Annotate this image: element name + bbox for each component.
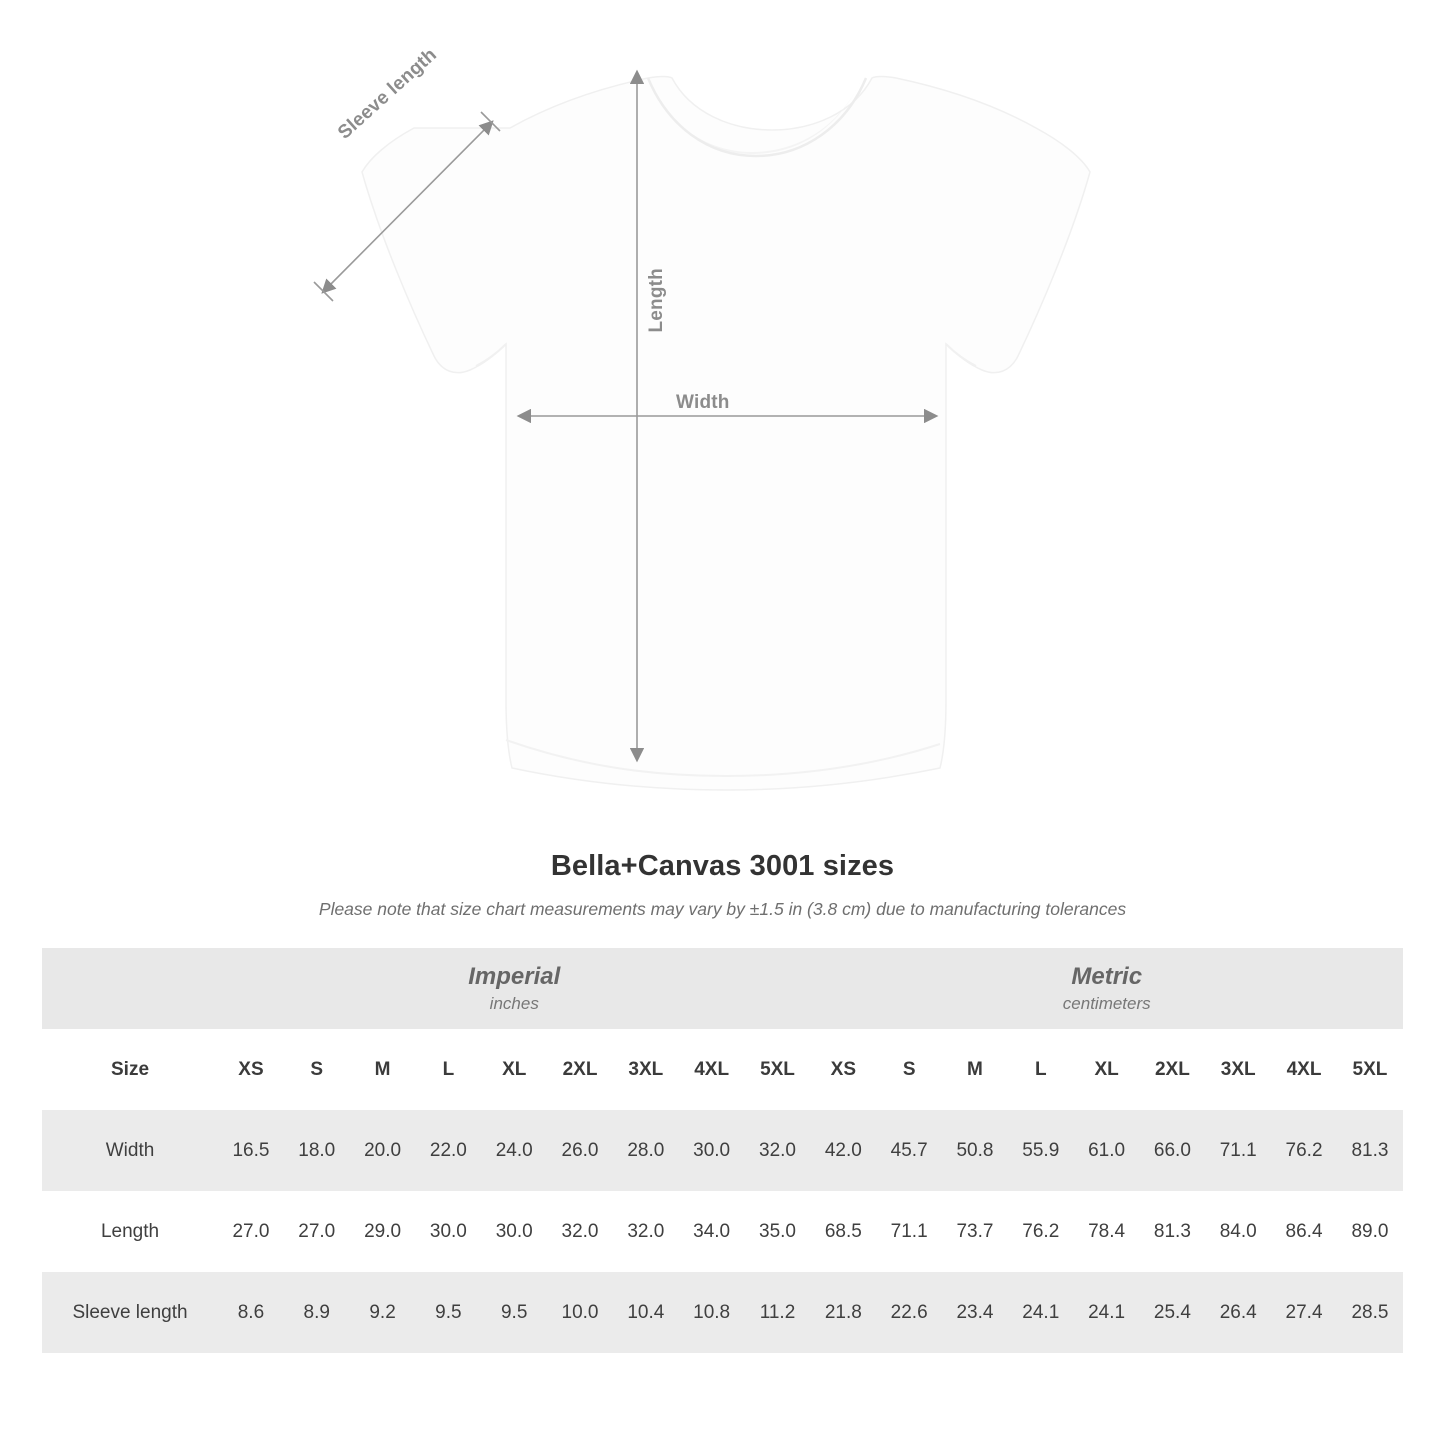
- cell-length-imperial-2xl: 32.0: [547, 1191, 613, 1272]
- cell-sleeve-metric-m: 23.4: [942, 1272, 1008, 1353]
- cell-length-imperial-xl: 30.0: [481, 1191, 547, 1272]
- cell-length-metric-l: 76.2: [1008, 1191, 1074, 1272]
- column-header-metric-4xl: 4XL: [1271, 1029, 1337, 1110]
- cell-length-imperial-3xl: 32.0: [613, 1191, 679, 1272]
- cell-width-imperial-s: 18.0: [284, 1110, 350, 1191]
- cell-width-metric-2xl: 66.0: [1140, 1110, 1206, 1191]
- cell-length-imperial-s: 27.0: [284, 1191, 350, 1272]
- column-header-imperial-4xl: 4XL: [679, 1029, 745, 1110]
- column-header-imperial-xl: XL: [481, 1029, 547, 1110]
- cell-length-imperial-xs: 27.0: [218, 1191, 284, 1272]
- cell-width-imperial-m: 20.0: [350, 1110, 416, 1191]
- cell-width-metric-5xl: 81.3: [1337, 1110, 1403, 1191]
- cell-length-metric-4xl: 86.4: [1271, 1191, 1337, 1272]
- cell-length-imperial-5xl: 35.0: [745, 1191, 811, 1272]
- column-header-size: Size: [42, 1029, 218, 1110]
- cell-width-imperial-l: 22.0: [415, 1110, 481, 1191]
- metric-unit-name: Metric: [1071, 962, 1143, 990]
- cell-sleeve-imperial-xl: 9.5: [481, 1272, 547, 1353]
- title-block: [0, 850, 1445, 920]
- cell-sleeve-imperial-xs: 8.6: [218, 1272, 284, 1353]
- column-header-metric-l: L: [1008, 1029, 1074, 1110]
- unit-header-row: [42, 948, 1403, 1029]
- metric-unit-header: [810, 948, 1403, 1029]
- row-label-width: Width: [42, 1110, 218, 1191]
- column-header-metric-2xl: 2XL: [1140, 1029, 1206, 1110]
- table-row: [42, 1110, 1403, 1191]
- cell-sleeve-metric-3xl: 26.4: [1205, 1272, 1271, 1353]
- table-row: [42, 1272, 1403, 1353]
- imperial-unit-name: Imperial: [468, 962, 561, 990]
- cell-length-metric-5xl: 89.0: [1337, 1191, 1403, 1272]
- length-dimension-label: Length: [646, 268, 667, 333]
- size-header-row: [42, 1029, 1403, 1110]
- row-label-sleeve-length: Sleeve length: [42, 1272, 218, 1353]
- cell-sleeve-metric-xs: 21.8: [810, 1272, 876, 1353]
- column-header-metric-3xl: 3XL: [1205, 1029, 1271, 1110]
- column-header-imperial-3xl: 3XL: [613, 1029, 679, 1110]
- cell-sleeve-imperial-2xl: 10.0: [547, 1272, 613, 1353]
- cell-sleeve-metric-xl: 24.1: [1074, 1272, 1140, 1353]
- cell-sleeve-imperial-m: 9.2: [350, 1272, 416, 1353]
- cell-length-metric-m: 73.7: [942, 1191, 1008, 1272]
- tolerance-note: Please note that size chart measurements may vary by ±1.5 in (3.8 cm) due to manufacturing tolerances: [318, 899, 1127, 919]
- column-header-metric-xs: XS: [810, 1029, 876, 1110]
- cell-length-metric-xl: 78.4: [1074, 1191, 1140, 1272]
- cell-length-metric-s: 71.1: [876, 1191, 942, 1272]
- cell-width-imperial-xl: 24.0: [481, 1110, 547, 1191]
- column-header-metric-xl: XL: [1074, 1029, 1140, 1110]
- cell-width-imperial-5xl: 32.0: [745, 1110, 811, 1191]
- row-label-length: Length: [42, 1191, 218, 1272]
- cell-sleeve-metric-2xl: 25.4: [1140, 1272, 1206, 1353]
- cell-length-metric-2xl: 81.3: [1140, 1191, 1206, 1272]
- table-row: [42, 1191, 1403, 1272]
- imperial-unit-sub: inches: [489, 993, 539, 1013]
- column-header-imperial-xs: XS: [218, 1029, 284, 1110]
- cell-width-metric-s: 45.7: [876, 1110, 942, 1191]
- column-header-imperial-s: S: [284, 1029, 350, 1110]
- column-header-metric-s: S: [876, 1029, 942, 1110]
- cell-length-metric-xs: 68.5: [810, 1191, 876, 1272]
- cell-sleeve-metric-5xl: 28.5: [1337, 1272, 1403, 1353]
- unit-corner-cell: [42, 948, 218, 1029]
- column-header-imperial-m: M: [350, 1029, 416, 1110]
- column-header-metric-m: M: [942, 1029, 1008, 1110]
- cell-sleeve-imperial-s: 8.9: [284, 1272, 350, 1353]
- cell-length-imperial-l: 30.0: [415, 1191, 481, 1272]
- size-chart-table: [42, 948, 1403, 1353]
- cell-width-metric-3xl: 71.1: [1205, 1110, 1271, 1191]
- cell-width-imperial-xs: 16.5: [218, 1110, 284, 1191]
- cell-sleeve-metric-s: 22.6: [876, 1272, 942, 1353]
- width-dimension-label: Width: [676, 392, 730, 413]
- column-header-imperial-l: L: [415, 1029, 481, 1110]
- cell-width-metric-xl: 61.0: [1074, 1110, 1140, 1191]
- cell-sleeve-imperial-4xl: 10.8: [679, 1272, 745, 1353]
- page-title: Bella+Canvas 3001 sizes: [550, 850, 895, 882]
- cell-sleeve-metric-4xl: 27.4: [1271, 1272, 1337, 1353]
- cell-length-imperial-4xl: 34.0: [679, 1191, 745, 1272]
- column-header-imperial-2xl: 2XL: [547, 1029, 613, 1110]
- cell-sleeve-imperial-5xl: 11.2: [745, 1272, 811, 1353]
- cell-width-imperial-3xl: 28.0: [613, 1110, 679, 1191]
- size-chart-table-wrap: [42, 948, 1403, 1353]
- cell-width-metric-4xl: 76.2: [1271, 1110, 1337, 1191]
- cell-sleeve-metric-l: 24.1: [1008, 1272, 1074, 1353]
- cell-sleeve-imperial-l: 9.5: [415, 1272, 481, 1353]
- cell-width-metric-m: 50.8: [942, 1110, 1008, 1191]
- column-header-imperial-5xl: 5XL: [745, 1029, 811, 1110]
- cell-width-metric-l: 55.9: [1008, 1110, 1074, 1191]
- cell-width-imperial-4xl: 30.0: [679, 1110, 745, 1191]
- imperial-unit-header: [218, 948, 810, 1029]
- cell-length-imperial-m: 29.0: [350, 1191, 416, 1272]
- metric-unit-sub: centimeters: [1062, 993, 1151, 1013]
- cell-width-metric-xs: 42.0: [810, 1110, 876, 1191]
- column-header-metric-5xl: 5XL: [1337, 1029, 1403, 1110]
- cell-length-metric-3xl: 84.0: [1205, 1191, 1271, 1272]
- cell-sleeve-imperial-3xl: 10.4: [613, 1272, 679, 1353]
- sleeve-length-dimension-label: Sleeve length: [334, 44, 442, 144]
- cell-width-imperial-2xl: 26.0: [547, 1110, 613, 1191]
